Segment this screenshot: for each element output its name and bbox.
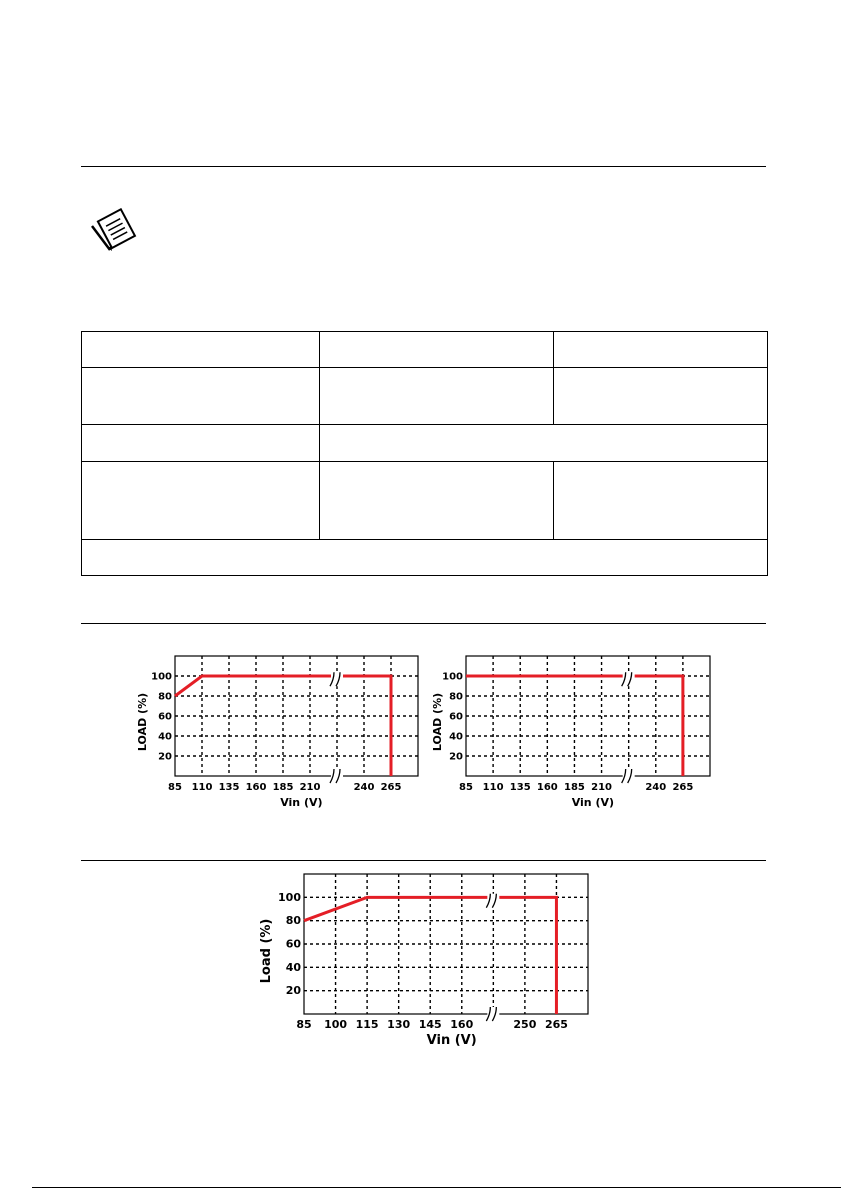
x-tick-label: 160 [536, 782, 558, 793]
x-tick-label: 240 [353, 782, 375, 793]
x-tick-label: 240 [645, 782, 667, 793]
axis-break-icon [486, 1007, 499, 1021]
table-cell [82, 332, 320, 368]
x-tick-label: 210 [591, 782, 612, 793]
table-cell [82, 540, 768, 576]
x-tick-label: 160 [245, 782, 267, 793]
table-cell [320, 462, 554, 540]
x-axis-label: Vin (V) [280, 796, 323, 809]
table-cell [554, 368, 768, 425]
x-tick-label: 145 [418, 1018, 442, 1031]
y-tick-label: 20 [285, 984, 301, 998]
x-tick-label: 160 [450, 1018, 474, 1031]
page-bottom-rule [32, 1187, 841, 1188]
x-tick-label: 265 [672, 782, 694, 793]
table-row [82, 368, 768, 425]
table-cell [320, 425, 768, 462]
axis-break-icon [330, 769, 343, 783]
y-tick-label: 40 [285, 960, 301, 974]
y-tick-label: 20 [449, 751, 463, 763]
x-tick-label: 250 [513, 1018, 537, 1031]
y-tick-label: 80 [158, 691, 172, 703]
table-cell [82, 368, 320, 425]
y-tick-label: 20 [158, 751, 172, 763]
x-tick-label: 110 [191, 782, 213, 793]
spec-table [81, 331, 768, 576]
y-tick-label: 100 [151, 671, 172, 683]
y-axis-label: LOAD (%) [431, 692, 444, 752]
table-cell [554, 462, 768, 540]
derating-chart-3 [250, 868, 590, 1068]
table-cell [82, 462, 320, 540]
x-tick-label: 100 [324, 1018, 348, 1031]
y-tick-label: 60 [285, 937, 301, 951]
y-tick-label: 60 [158, 711, 172, 723]
table-cell [320, 368, 554, 425]
derating-chart-1 [130, 650, 430, 820]
x-tick-label: 135 [218, 782, 240, 793]
x-tick-label: 210 [299, 782, 321, 793]
y-tick-label: 100 [278, 890, 301, 904]
table-row [82, 332, 768, 368]
axis-break-icon [330, 672, 343, 686]
table-row [82, 462, 768, 540]
x-tick-label: 110 [482, 782, 504, 793]
y-tick-label: 40 [158, 731, 172, 743]
derating-chart-2 [425, 650, 725, 820]
x-tick-label: 85 [296, 1018, 312, 1031]
section-rule-charts-1 [81, 623, 766, 624]
y-tick-label: 100 [442, 671, 463, 683]
x-tick-label: 185 [564, 782, 585, 793]
x-tick-label: 135 [509, 782, 531, 793]
y-axis-label: LOAD (%) [136, 692, 149, 752]
x-tick-label: 85 [459, 782, 473, 793]
x-axis-label: Vin (V) [426, 1033, 477, 1048]
table-row [82, 540, 768, 576]
note-pad-icon [88, 208, 138, 252]
y-tick-label: 80 [285, 914, 301, 928]
table-cell [320, 332, 554, 368]
x-axis-label: Vin (V) [571, 796, 615, 809]
y-tick-label: 60 [449, 711, 463, 723]
section-rule-charts-2 [81, 860, 766, 861]
x-tick-label: 85 [168, 782, 182, 793]
axis-break-icon [486, 894, 499, 908]
y-axis-label: Load (%) [259, 918, 274, 984]
y-tick-label: 40 [449, 731, 463, 743]
table-cell [554, 332, 768, 368]
table-row [82, 425, 768, 462]
axis-break-icon [622, 672, 635, 686]
x-tick-label: 185 [272, 782, 294, 793]
section-rule-top [81, 166, 766, 167]
axis-break-icon [622, 769, 635, 783]
x-tick-label: 265 [380, 782, 402, 793]
x-tick-label: 115 [355, 1018, 379, 1031]
x-tick-label: 265 [544, 1018, 568, 1031]
y-tick-label: 80 [449, 691, 463, 703]
table-cell [82, 425, 320, 462]
x-tick-label: 130 [387, 1018, 411, 1031]
